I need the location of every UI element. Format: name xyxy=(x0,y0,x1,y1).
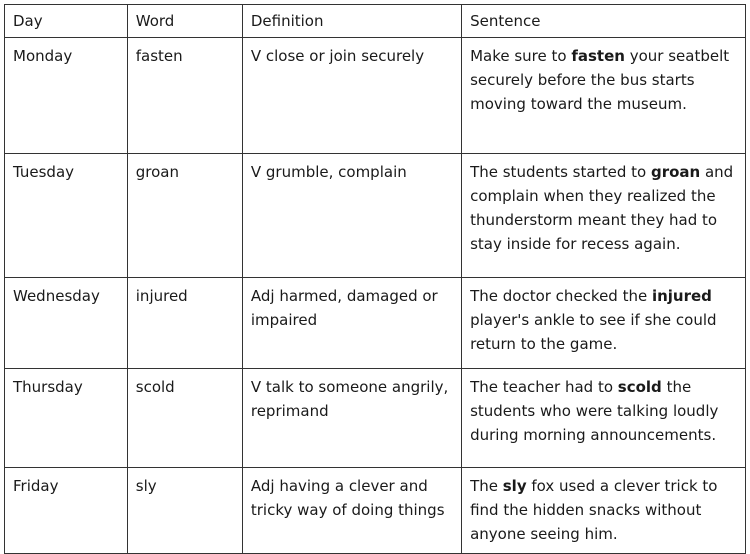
highlighted-word: injured xyxy=(651,287,712,305)
definition-cell: V grumble, complain xyxy=(242,154,461,278)
day-cell: Tuesday xyxy=(5,154,128,278)
day-cell: Wednesday xyxy=(5,278,128,369)
sentence-text: The doctor checked the xyxy=(470,287,652,305)
sentence-text: your seatbelt securely before the bus starts moving toward the museum. xyxy=(470,47,730,113)
day-cell: Monday xyxy=(5,38,128,154)
header-definition: Definition xyxy=(242,5,461,38)
sentence-cell xyxy=(462,369,746,468)
sentence-text: the students who were talking loudly during morning announcements. xyxy=(470,378,719,444)
definition-cell: Adj harmed, damaged or impaired xyxy=(242,278,461,369)
vocabulary-table xyxy=(4,4,746,554)
header-day: Day xyxy=(5,5,128,38)
table-body xyxy=(5,38,746,554)
word-cell: scold xyxy=(127,369,242,468)
sentence-text: and complain when they realized the thunderstorm meant they had to stay inside for recess again. xyxy=(470,163,734,253)
highlighted-word: scold xyxy=(617,378,662,396)
table-row xyxy=(5,369,746,468)
sentence-text: player's ankle to see if she could return to the game. xyxy=(470,311,717,353)
sentence-text: The students started to xyxy=(470,163,651,181)
header-sentence: Sentence xyxy=(462,5,746,38)
highlighted-word: fasten xyxy=(571,47,625,65)
sentence-cell xyxy=(462,154,746,278)
header-word: Word xyxy=(127,5,242,38)
day-cell: Friday xyxy=(5,468,128,554)
sentence-cell xyxy=(462,38,746,154)
table-row xyxy=(5,154,746,278)
definition-cell: Adj having a clever and tricky way of doing things xyxy=(242,468,461,554)
word-cell: groan xyxy=(127,154,242,278)
sentence-cell xyxy=(462,468,746,554)
highlighted-word: groan xyxy=(650,163,701,181)
definition-cell: V talk to someone angrily, reprimand xyxy=(242,369,461,468)
table-row xyxy=(5,38,746,154)
table-header xyxy=(5,5,746,38)
definition-cell: V close or join securely xyxy=(242,38,461,154)
word-cell: fasten xyxy=(127,38,242,154)
word-cell: injured xyxy=(127,278,242,369)
table-row xyxy=(5,468,746,554)
header-row xyxy=(5,5,746,38)
highlighted-word: sly xyxy=(502,477,527,495)
sentence-text: fox used a clever trick to find the hidden snacks without anyone seeing him. xyxy=(470,477,718,543)
sentence-text: The xyxy=(470,477,503,495)
sentence-text: Make sure to xyxy=(470,47,572,65)
table-row xyxy=(5,278,746,369)
sentence-cell xyxy=(462,278,746,369)
word-cell: sly xyxy=(127,468,242,554)
sentence-text: The teacher had to xyxy=(470,378,618,396)
day-cell: Thursday xyxy=(5,369,128,468)
